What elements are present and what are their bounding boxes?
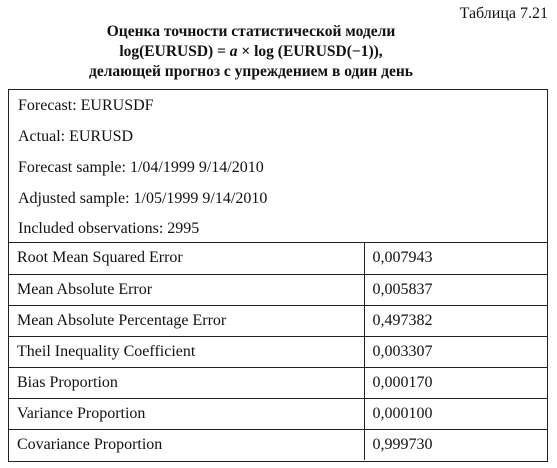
- table-row: [9, 243, 547, 274]
- metric-value: 0,497382: [364, 305, 547, 336]
- metric-value: 0,007943: [364, 243, 547, 274]
- table-row: [9, 398, 547, 429]
- forecast-sample-line: Forecast sample: 1/04/1999 9/14/2010: [18, 159, 264, 176]
- caption-line-3: делающей прогноз с упреждением в один день: [89, 63, 413, 80]
- metric-label: Bias Proportion: [9, 367, 364, 398]
- metric-value: 0,999730: [364, 429, 547, 460]
- metric-label: Theil Inequality Coefficient: [9, 336, 364, 367]
- forecast-info-block: [9, 90, 547, 243]
- actual-series-line: Actual: EURUSD: [18, 128, 134, 145]
- error-statistics-table: [9, 243, 547, 460]
- table-caption: [0, 22, 502, 82]
- table-row: [9, 305, 547, 336]
- metric-value: 0,000100: [364, 398, 547, 429]
- included-observations-line: Included observations: 2995: [18, 220, 200, 237]
- caption-formula-left: log(EURUSD) =: [119, 43, 230, 60]
- metric-value: 0,000170: [364, 367, 547, 398]
- metric-value: 0,005837: [364, 274, 547, 305]
- adjusted-sample-line: Adjusted sample: 1/05/1999 9/14/2010: [18, 190, 268, 207]
- caption-formula-coefficient: a: [229, 43, 238, 60]
- forecast-series-line: Forecast: EURUSDF: [18, 97, 154, 114]
- table-row: [9, 367, 547, 398]
- table-row: [9, 274, 547, 305]
- metric-label: Mean Absolute Percentage Error: [9, 305, 364, 336]
- metric-value: 0,003307: [364, 336, 547, 367]
- metric-label: Mean Absolute Error: [9, 274, 364, 305]
- forecast-evaluation-table: [8, 89, 548, 462]
- caption-line-2: [0, 42, 502, 62]
- metric-label: Covariance Proportion: [9, 429, 364, 460]
- table-row: [9, 429, 547, 460]
- table-row: [9, 336, 547, 367]
- table-number: Таблица 7.21: [459, 5, 548, 22]
- caption-line-1: Оценка точности статистической модели: [106, 23, 396, 40]
- metric-label: Variance Proportion: [9, 398, 364, 429]
- caption-formula-right: × log (EURUSD(−1)),: [237, 43, 383, 60]
- metric-label: Root Mean Squared Error: [17, 249, 183, 267]
